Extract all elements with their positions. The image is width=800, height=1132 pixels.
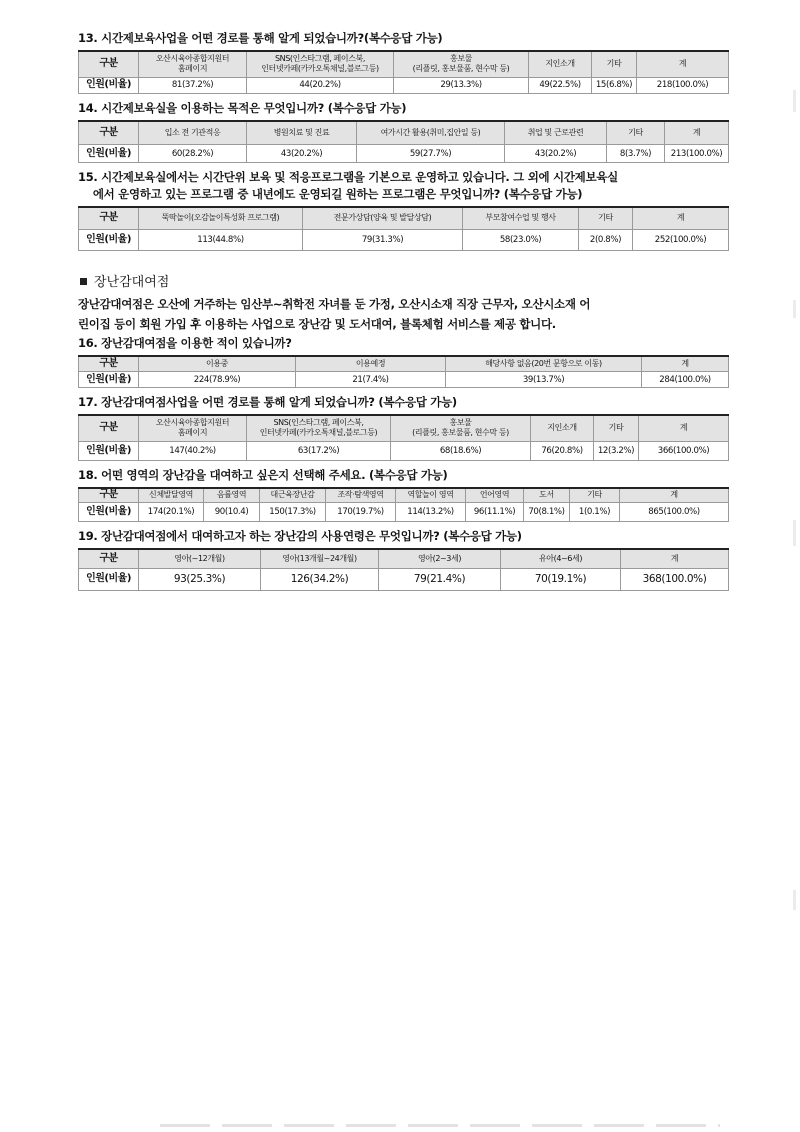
header-cell: 신체발달영역 — [139, 488, 204, 503]
section-title: 장난감대여점 — [94, 274, 170, 290]
header-cell: 해당사항 없음(20번 문항으로 이동) — [446, 356, 642, 372]
header-cell: 도서 — [524, 488, 570, 503]
question-16: 16. 장난감대여점을 이용한 적이 있습니까? — [78, 335, 292, 350]
value-cell: 252(100.0%) — [633, 229, 729, 250]
header-cell: 계 — [639, 415, 729, 441]
header-cell: 계 — [620, 488, 729, 503]
table-q16 — [78, 355, 729, 389]
page-edge-mark — [793, 300, 796, 318]
row-label: 인원(비율) — [79, 441, 139, 460]
value-cell: 59(27.7%) — [357, 145, 505, 163]
value-cell: 114(13.2%) — [396, 503, 466, 522]
value-cell: 21(7.4%) — [296, 372, 446, 388]
value-cell: 2(0.8%) — [579, 229, 633, 250]
header-cell: 병원치료 및 진료 — [247, 121, 357, 145]
header-cell: 구분 — [79, 356, 139, 372]
header-cell: 기타 — [592, 51, 637, 77]
header-cell: 이용중 — [139, 356, 296, 372]
value-cell: 1(0.1%) — [570, 503, 620, 522]
header-cell: 영아(2~3세) — [379, 549, 501, 568]
value-cell: 81(37.2%) — [139, 77, 247, 93]
header-cell: 부모참여수업 및 행사 — [463, 207, 579, 229]
value-cell: 68(18.6%) — [391, 441, 531, 460]
value-cell: 113(44.8%) — [139, 229, 303, 250]
value-cell: 15(6.8%) — [592, 77, 637, 93]
value-cell: 79(31.3%) — [303, 229, 463, 250]
header-cell: 전문가상담(양육 및 발달상담) — [303, 207, 463, 229]
header-cell: 여가시간 활용(취미,집안일 등) — [357, 121, 505, 145]
page-edge-mark — [793, 520, 796, 546]
value-cell: 126(34.2%) — [261, 568, 379, 590]
page-edge-mark — [793, 890, 796, 910]
header-cell: 영아(~12개월) — [139, 549, 261, 568]
header-cell: 입소 전 기관적응 — [139, 121, 247, 145]
value-cell: 44(20.2%) — [247, 77, 394, 93]
value-cell: 8(3.7%) — [607, 145, 665, 163]
header-cell: 지인소개 — [531, 415, 594, 441]
header-cell: 영아(13개월~24개월) — [261, 549, 379, 568]
header-cell: 이용예정 — [296, 356, 446, 372]
bleed-through-text — [160, 1124, 720, 1127]
table-q13 — [78, 50, 729, 94]
header-cell: 계 — [621, 549, 729, 568]
header-cell: 계 — [642, 356, 729, 372]
header-cell: 언어영역 — [466, 488, 524, 503]
header-cell: 기타 — [579, 207, 633, 229]
row-label: 인원(비율) — [79, 503, 139, 522]
header-cell: 음률영역 — [204, 488, 260, 503]
survey-document — [78, 30, 728, 597]
value-cell: 366(100.0%) — [639, 441, 729, 460]
value-cell: 79(21.4%) — [379, 568, 501, 590]
header-cell: 기타 — [594, 415, 639, 441]
row-label: 인원(비율) — [79, 568, 139, 590]
value-cell: 865(100.0%) — [620, 503, 729, 522]
header-cell: 오산시육아종합지원터 홈페이지 — [139, 51, 247, 77]
value-cell: 368(100.0%) — [621, 568, 729, 590]
header-cell: 뚝딱놀이(오감놀이특성화 프로그램) — [139, 207, 303, 229]
table-q18 — [78, 487, 729, 523]
value-cell: 63(17.2%) — [247, 441, 391, 460]
value-cell: 147(40.2%) — [139, 441, 247, 460]
value-cell: 170(19.7%) — [326, 503, 396, 522]
value-cell: 174(20.1%) — [139, 503, 204, 522]
question-15: 15. 시간제보육실에서는 시간단위 보육 및 적응프로그램을 기본으로 운영하고 있습니다. 그 외에 시간제보육실 에서 운영하고 있는 프로그램 중 내년에도 운영되길 원하는 프로그램은 무엇입니까? (복수응답 가능) — [78, 170, 618, 201]
value-cell: 29(13.3%) — [394, 77, 529, 93]
header-cell: 구분 — [79, 415, 139, 441]
header-cell: SNS(인스타그램, 페이스북, 인터넷카페(카카오톡채널,블로그등) — [247, 415, 391, 441]
header-cell: 지인소개 — [529, 51, 592, 77]
header-cell: 홍보물 (리플릿, 홍보물품, 현수막 등) — [394, 51, 529, 77]
header-cell: 구분 — [79, 549, 139, 568]
value-cell: 93(25.3%) — [139, 568, 261, 590]
value-cell: 49(22.5%) — [529, 77, 592, 93]
header-cell: 계 — [633, 207, 729, 229]
value-cell: 224(78.9%) — [139, 372, 296, 388]
page-edge-mark — [793, 90, 796, 112]
value-cell: 39(13.7%) — [446, 372, 642, 388]
value-cell: 60(28.2%) — [139, 145, 247, 163]
question-18: 18. 어떤 영역의 장난감을 대여하고 싶은지 선택해 주세요. (복수응답 가능) — [78, 467, 448, 482]
value-cell: 70(8.1%) — [524, 503, 570, 522]
header-cell: 계 — [665, 121, 729, 145]
value-cell: 12(3.2%) — [594, 441, 639, 460]
header-cell: 구분 — [79, 488, 139, 503]
section-heading — [78, 271, 728, 290]
value-cell: 70(19.1%) — [501, 568, 621, 590]
header-cell: 취업 및 근로관련 — [505, 121, 607, 145]
value-cell: 43(20.2%) — [247, 145, 357, 163]
value-cell: 150(17.3%) — [260, 503, 326, 522]
value-cell: 213(100.0%) — [665, 145, 729, 163]
row-label: 인원(비율) — [79, 229, 139, 250]
header-cell: 역할놀이 영역 — [396, 488, 466, 503]
row-label: 인원(비율) — [79, 372, 139, 388]
header-cell: 유아(4~6세) — [501, 549, 621, 568]
header-cell: 기타 — [607, 121, 665, 145]
table-q14 — [78, 120, 729, 164]
value-cell: 284(100.0%) — [642, 372, 729, 388]
header-cell: 오산시육아종합지원터 홈페이지 — [139, 415, 247, 441]
table-q17 — [78, 414, 729, 461]
section-intro: 장난감대여점은 오산에 거주하는 임산부~취학전 자녀를 둔 가정, 오산시소재 직장 근무자, 오산시소재 어 린이집 등이 회원 가입 후 이용하는 사업으로 장난감 및 도서대여, 블록체험 서비스를 제공 합니다. — [78, 296, 591, 331]
question-13: 13. 시간제보육사업을 어떤 경로를 통해 알게 되었습니까?(복수응답 가능) — [78, 31, 443, 45]
table-q15 — [78, 206, 729, 251]
header-cell: 계 — [637, 51, 729, 77]
header-cell: 구분 — [79, 121, 139, 145]
table-q19 — [78, 548, 729, 591]
value-cell: 76(20.8%) — [531, 441, 594, 460]
value-cell: 43(20.2%) — [505, 145, 607, 163]
header-cell: 구분 — [79, 207, 139, 229]
value-cell: 90(10.4) — [204, 503, 260, 522]
header-cell: SNS(인스타그램, 페이스북, 인터넷카페(카카오톡채널,블로그등) — [247, 51, 394, 77]
header-cell: 대근육장난감 — [260, 488, 326, 503]
row-label: 인원(비율) — [79, 145, 139, 163]
header-cell: 구분 — [79, 51, 139, 77]
question-14: 14. 시간제보육실을 이용하는 목적은 무엇입니까? (복수응답 가능) — [78, 100, 407, 115]
header-cell: 조작·탐색영역 — [326, 488, 396, 503]
value-cell: 218(100.0%) — [637, 77, 729, 93]
header-cell: 기타 — [570, 488, 620, 503]
row-label: 인원(비율) — [79, 77, 139, 93]
value-cell: 96(11.1%) — [466, 503, 524, 522]
square-bullet-icon — [80, 278, 87, 285]
question-19: 19. 장난감대여점에서 대여하고자 하는 장난감의 사용연령은 무엇입니까? (복수응답 가능) — [78, 529, 522, 543]
question-17: 17. 장난감대여점사업을 어떤 경로를 통해 알게 되었습니까? (복수응답 가능) — [78, 395, 457, 409]
header-cell: 홍보물 (리플릿, 홍보물품, 현수막 등) — [391, 415, 531, 441]
value-cell: 58(23.0%) — [463, 229, 579, 250]
